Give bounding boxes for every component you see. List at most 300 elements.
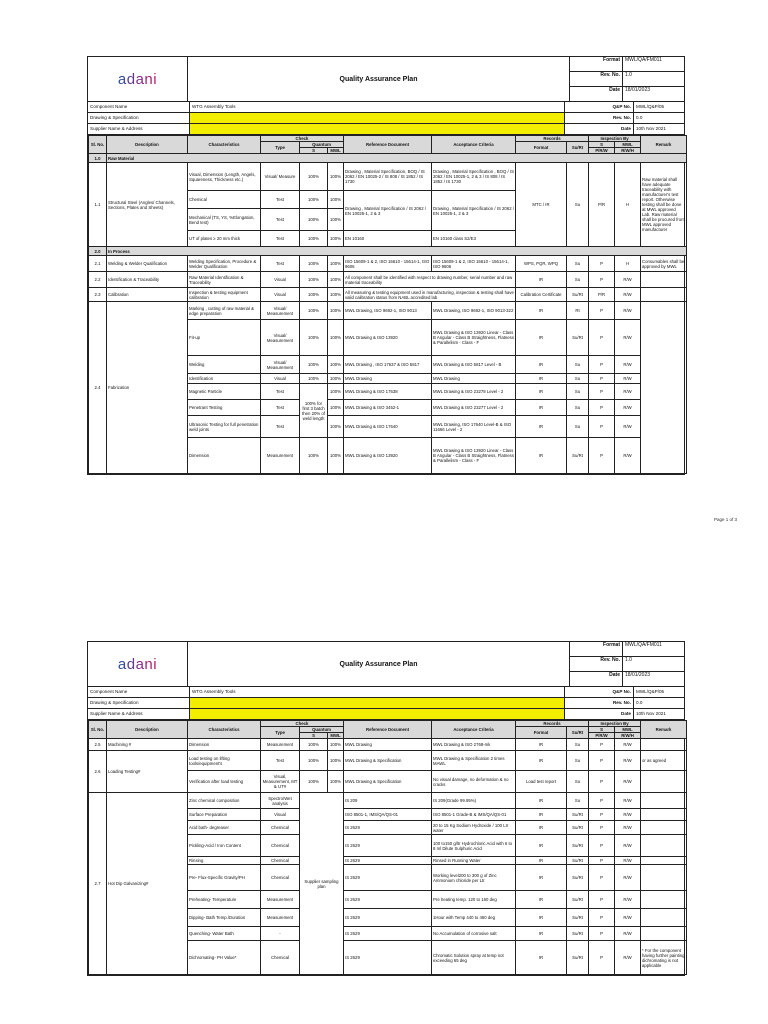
row-no: 1.1 — [89, 163, 107, 247]
acceptance: ISO 15609-1 & 2, ISO 15610 - 15614-1, ISO 9606 — [432, 256, 516, 272]
acceptance: No Accumulation of corrosive salt — [432, 927, 516, 941]
acceptance: MWL Drawing & ISO 23278 Level - 2 — [432, 384, 516, 400]
qp-rev-key: Rev. No. — [564, 113, 633, 123]
insp-mwl: R/W — [615, 793, 641, 809]
quantum-mwl: 100% — [328, 356, 344, 374]
col-quantum: Quantum — [300, 142, 344, 148]
col-type: Type — [261, 727, 300, 739]
characteristic: Dichromating- PH Value* — [188, 941, 261, 975]
insp-mwl: R/W — [615, 941, 641, 975]
insp-mwl: H — [615, 256, 641, 272]
insp-s: P — [589, 793, 615, 809]
adani-logo: adani — [117, 655, 158, 673]
acceptance: EN 10160 class S2/E3 — [432, 231, 516, 247]
remark — [641, 821, 687, 835]
quantum-mwl: 100% — [328, 771, 344, 793]
reference: MWL Drawing & ISO 17638 — [344, 384, 432, 400]
component-row — [88, 687, 684, 698]
remark — [641, 302, 687, 474]
row-description: Welding & Welder Qualification — [107, 256, 188, 272]
type: Visual/ Measurement — [261, 356, 300, 374]
quantum-mwl: 100% — [328, 231, 344, 247]
col-acceptance: Acceptance Criteria — [432, 721, 516, 739]
acceptance: Pre heating temp. 120 to 160 deg — [432, 891, 516, 909]
type: Test — [261, 384, 300, 400]
characteristic: Ultrasonic Testing for full penetration weld joints — [188, 416, 261, 438]
insp-mwl: H — [615, 163, 641, 247]
format: IR — [516, 384, 567, 400]
row-no: 2.3 — [89, 288, 107, 302]
drawing-row — [88, 698, 684, 709]
col-remark: Remark — [641, 136, 687, 154]
acceptance: MWL Drawing & ISO 13920 Linear - Class B Angular - Class B Straightness, Flatness & Parallelism - Class - F — [432, 438, 516, 474]
reference: EN 10160 — [344, 231, 432, 247]
acceptance: MWL Drawing, ISO 17640 Level-B & ISO 11666 Level - 2 — [432, 416, 516, 438]
col-sl: Sl. No. — [89, 721, 107, 739]
insp-mwl: R/W — [615, 302, 641, 320]
type: Visual — [261, 374, 300, 384]
quantum-s: 100% — [300, 751, 328, 771]
quantum-s: 100% — [300, 771, 328, 793]
su-rt: Su/Rt — [567, 288, 589, 302]
characteristic: Welding — [188, 356, 261, 374]
component-label: Component Name — [88, 687, 190, 697]
section-no: 2.0 — [89, 247, 107, 256]
section-title: Raw Material — [107, 154, 687, 163]
insp-s: P — [589, 865, 615, 891]
reference-acceptance: All component shall be identified with respect to drawing number, serial number and raw material traceability — [344, 272, 516, 288]
acceptance: IS 209(Grade 99.95%) — [432, 793, 516, 809]
col-quantum: Quantum — [300, 727, 344, 733]
characteristic: Acid bath- degreaser — [188, 821, 261, 835]
sheet-header — [88, 642, 684, 687]
insp-mwl: R/W — [615, 771, 641, 793]
reference: MWL Drawing & ISO 17640 — [344, 416, 432, 438]
acceptance: 1Hour with Temp 440 to 460 deg — [432, 909, 516, 927]
format: IR — [516, 374, 567, 384]
insp-s: P — [589, 302, 615, 320]
remark — [641, 793, 687, 809]
reference-acceptance: All measuring & testing equipment used in manufacturing, inspection & testing shall have valid calibration status from NABL accredited lab — [345, 289, 514, 300]
format: IR — [516, 909, 567, 927]
supplier-value-highlight — [190, 709, 564, 719]
acceptance: Rinsed in Running Water — [432, 857, 516, 865]
insp-mwl: R/W — [615, 400, 641, 416]
type: Test — [261, 400, 300, 416]
col-acceptance: Acceptance Criteria — [432, 136, 516, 154]
characteristic: Raw Material Identification & Traceability — [188, 272, 261, 288]
col-su-rt: Su/Rt — [567, 727, 589, 739]
sheet-header — [88, 57, 684, 102]
characteristic: Marking , cutting of raw material & edge preparation — [188, 302, 261, 320]
acceptance: ISO 8501-1 Grade-B & IMS/QA/QS-01 — [432, 809, 516, 821]
col-description: Description — [107, 721, 188, 739]
format: IR — [516, 809, 567, 821]
insp-mwl: R/W — [615, 865, 641, 891]
quantum-s: 100% — [300, 272, 328, 288]
col-inspection: Inspection By — [589, 136, 641, 142]
section-no: 1.0 — [89, 154, 107, 163]
row-description: Calibration — [107, 288, 188, 302]
quantum-s: 100% — [300, 438, 328, 474]
col-reference: Reference Document — [344, 136, 432, 154]
format-meta — [569, 57, 684, 101]
quantum-s: 100% — [300, 191, 328, 209]
su-rt: Su/Rt — [567, 891, 589, 909]
component-value: WTG Assembly Tools — [192, 104, 236, 109]
col-insp-mwl: MWL — [615, 727, 641, 733]
su-rt: Su/Rt — [567, 835, 589, 857]
col-description: Description — [107, 136, 188, 154]
remark — [641, 857, 687, 865]
format: IR — [516, 835, 567, 857]
document-title: Quality Assurance Plan — [339, 660, 418, 668]
su-rt: Su — [567, 793, 589, 809]
insp-s: P — [589, 320, 615, 356]
type: Chemical — [261, 941, 300, 975]
meta-value: 1.0 — [625, 657, 632, 663]
characteristic: Zinc chemical composition — [188, 793, 261, 809]
reference: MWL Drawing — [344, 374, 432, 384]
table-row — [89, 288, 687, 302]
insp-mwl: R/W — [615, 416, 641, 438]
quantum-mwl: 100% — [328, 256, 344, 272]
su-rt: Rt — [567, 302, 589, 320]
remark — [641, 865, 687, 891]
acceptance: Drawing , Material Specification , BOQ / IS 2062 / EN 10025-1, 2 & 3 / IS 808 / IS 1852 / IS 1730 — [432, 163, 516, 191]
reference: IS 2629 — [344, 835, 432, 857]
format: IR — [516, 356, 567, 374]
format: Calibration Certificate — [516, 288, 567, 302]
qap-table-page-1 — [88, 135, 687, 474]
col-inspection: Inspection By — [589, 721, 641, 727]
drawing-row — [88, 113, 684, 124]
qp-key: Q&P No. — [564, 102, 633, 112]
su-rt: Su — [567, 356, 589, 374]
col-format: Format — [516, 142, 567, 154]
insp-s: P — [589, 384, 615, 400]
insp-s: P — [589, 909, 615, 927]
insp-mwl: R/W — [615, 809, 641, 821]
remark: Consumables shall be approved by MWL — [641, 256, 687, 272]
characteristic: Quenching- Water Bath — [188, 927, 261, 941]
component-value: WTG Assembly Tools — [192, 689, 236, 694]
col-rwh: R/W/H — [615, 733, 641, 739]
section-row — [89, 154, 687, 163]
supplier-row — [88, 709, 684, 720]
insp-mwl: R/W — [615, 927, 641, 941]
characteristic: Pre- Flux-Specific Gravity/PH — [188, 865, 261, 891]
col-reference: Reference Document — [344, 721, 432, 739]
page-number: Page 1 of 3 — [714, 517, 738, 522]
type: Visual/ Measurement — [261, 320, 300, 356]
logo-cell — [88, 57, 188, 101]
acceptance: 100 to150 g/ltr Hydrochloric Acid with 6 to 8 ml Dilute Sulphuric Acid — [432, 835, 516, 857]
format: IR — [516, 739, 567, 751]
insp-s: P — [589, 941, 615, 975]
insp-mwl: R/W — [615, 821, 641, 835]
acceptance: MWL Drawing — [432, 374, 516, 384]
format: IR — [516, 821, 567, 835]
remark — [641, 909, 687, 927]
su-rt: Su — [567, 771, 589, 793]
reference: IS 2629 — [344, 857, 432, 865]
type: Visual/ Measure — [261, 163, 300, 191]
remark — [641, 739, 687, 751]
acceptance: MWL Drawing, ISO 9692-1, ISO 9013-322 — [432, 302, 516, 320]
characteristic: Pickling-Acid / Iron Content — [188, 835, 261, 857]
table-row — [89, 302, 687, 320]
section-title: In Process — [107, 247, 687, 256]
row-description: Fabrication — [107, 302, 188, 474]
su-rt: Su — [567, 163, 589, 247]
format: WPS, PQR, WPQ — [516, 256, 567, 272]
su-rt: Su/Rt — [567, 857, 589, 865]
type: Test — [261, 209, 300, 231]
insp-mwl: R/W — [615, 356, 641, 374]
type: Test — [261, 231, 300, 247]
format: MTC / IR — [516, 163, 567, 247]
su-rt: Su/Rt — [567, 320, 589, 356]
insp-s: P — [589, 751, 615, 771]
characteristic: Dimension — [188, 739, 261, 751]
type: - — [261, 927, 300, 941]
qp-key: Q&P No. — [564, 687, 633, 697]
col-records: Records — [516, 721, 589, 727]
meta-value: 1.0 — [625, 72, 632, 78]
insp-mwl: R/W — [615, 320, 641, 356]
quantum-mwl: 100% — [328, 209, 344, 231]
reference: ISO 8501-1, IMS/QA/QS-01 — [344, 809, 432, 821]
quantum-mwl: 100% — [328, 438, 344, 474]
characteristic: Mechanical (TS, YS, %Elongation, Bend test) — [188, 209, 261, 231]
characteristic: Chemical — [188, 191, 261, 209]
acceptance: MWL Drawing & Specification 2 times MAWL — [432, 751, 516, 771]
row-no: 2.4 — [89, 302, 107, 474]
insp-s: P — [589, 739, 615, 751]
quantum-mwl: 100% — [328, 272, 344, 288]
insp-s: P — [589, 438, 615, 474]
drawing-label: Drawing & Specification — [88, 113, 190, 123]
su-rt: Su/Rt — [567, 809, 589, 821]
characteristic: Magnetic Particle — [188, 384, 261, 400]
format: IR — [516, 416, 567, 438]
acceptance: No visual damage, no deformation & no cracks — [432, 771, 516, 793]
col-format: Format — [516, 727, 567, 739]
meta-key: Rev. No. — [570, 657, 623, 671]
reference: MWL Drawing & Specification — [344, 751, 432, 771]
qap-sheet-page-2 — [87, 641, 685, 976]
col-sl: Sl. No. — [89, 136, 107, 154]
remark — [641, 809, 687, 821]
component-label: Component Name — [88, 102, 190, 112]
insp-s: P — [589, 771, 615, 793]
format: IR — [516, 891, 567, 909]
acceptance: MWL Drawing & ISO 13920 Linear - Class B Angular - Class B Straightness, Flatness & Parallelism - Class - F — [432, 320, 516, 356]
characteristic: Dipping- Bath Temp./Duration — [188, 909, 261, 927]
su-rt: Su — [567, 400, 589, 416]
type: Measurement — [261, 909, 300, 927]
col-quantum-s: S — [300, 148, 328, 154]
characteristic: Preheating- Temperature — [188, 891, 261, 909]
reference: ISO 15609-1 & 2, ISO 15610 - 15614-1, ISO 9606 — [344, 256, 432, 272]
remark: or as agreed — [641, 751, 687, 771]
qp-date-value: 10th Nov 2021 — [633, 709, 684, 719]
row-no: 2.2 — [89, 272, 107, 288]
format: IR — [516, 751, 567, 771]
supplier-value-highlight — [190, 124, 564, 134]
insp-s: P — [589, 821, 615, 835]
remark: * For the component having further painting dichromating is not applicable — [641, 941, 687, 975]
insp-s: P — [589, 256, 615, 272]
insp-s: P — [589, 809, 615, 821]
format: IR — [516, 320, 567, 356]
qap-table-page-2 — [88, 720, 687, 975]
reference: MWL Drawing , ISO 17637 & ISO 5817 — [344, 356, 432, 374]
quantum-mwl: 100% — [328, 739, 344, 751]
characteristic: Penetrant Testing — [188, 400, 261, 416]
reference: IS 2629 — [344, 941, 432, 975]
remark: Raw material shall have adequate traceability with manufacturer's test report. Otherwise testing shall be done at MWL approved Lab. Raw material shall be procured from MWL approved manufacturer — [641, 163, 687, 247]
qp-value: MWL/Q&P/05 — [633, 687, 684, 697]
type: Visual/ Measurement — [261, 302, 300, 320]
quantum-s: 100% — [300, 302, 328, 320]
su-rt: Su — [567, 374, 589, 384]
col-check: Check — [261, 136, 344, 142]
characteristic: Welding Specification, Procedure & Welder Qualification — [188, 256, 261, 272]
col-quantum-s: S — [300, 733, 328, 739]
su-rt: Su — [567, 384, 589, 400]
reference: Drawing , Material Specification, BOQ / IS 2062 / EN 10025-2 / IS 808 / IS 1852 / IS 1730 — [344, 163, 432, 191]
format: IR — [516, 793, 567, 809]
type: Chemical — [261, 821, 300, 835]
insp-s: P — [589, 400, 615, 416]
col-quantum-mwl: MWL — [328, 733, 344, 739]
type: Test — [261, 191, 300, 209]
col-remark: Remark — [641, 721, 687, 739]
insp-s: P — [589, 374, 615, 384]
quantum-s: 100% — [300, 209, 328, 231]
table-row — [89, 739, 687, 751]
acceptance: Chromatic Solution spray at temp not exceeding 65 deg — [432, 941, 516, 975]
remark — [641, 835, 687, 857]
reference: MWL Drawing & ISO 3452-1 — [344, 400, 432, 416]
quantum-mwl: 100% — [328, 374, 344, 384]
su-rt: Su/Rt — [567, 941, 589, 975]
table-row — [89, 256, 687, 272]
qp-date-key: Date — [564, 124, 633, 134]
insp-mwl: R/W — [615, 272, 641, 288]
acceptance: MWL Drawing & ISO 5817 Level - B — [432, 356, 516, 374]
insp-s: P/R — [589, 163, 615, 247]
insp-mwl: R/W — [615, 751, 641, 771]
insp-s: P — [589, 857, 615, 865]
quantum-mwl: 100% — [328, 320, 344, 356]
characteristic: Visual, Dimension (Length, Angels, Squareness, Thickness etc.) — [188, 163, 261, 191]
reference: IS 209 — [344, 793, 432, 809]
qp-date-value: 10th Nov 2021 — [633, 124, 684, 134]
quantum-s: 100% — [300, 231, 328, 247]
col-insp-s: S — [589, 727, 615, 733]
su-rt: Su/Rt — [567, 927, 589, 941]
document-title: Quality Assurance Plan — [339, 75, 418, 83]
meta-value: 18/01/2023 — [625, 87, 651, 93]
row-no: 2.7 — [89, 793, 107, 975]
insp-s: P — [589, 891, 615, 909]
acceptance: MWL Drawing & ISO 23277 Level - 2 — [432, 400, 516, 416]
su-rt: Su — [567, 416, 589, 438]
quantum-mwl: 100% — [328, 163, 344, 191]
col-check: Check — [261, 721, 344, 727]
quantum-s: 100% — [300, 256, 328, 272]
supplier-row — [88, 124, 684, 135]
characteristic: Inspection & testing equipment calibration — [188, 288, 261, 302]
qp-rev-value: 0.0 — [633, 698, 684, 708]
col-su-rt: Su/Rt — [567, 142, 589, 154]
col-quantum-mwl: MWL — [328, 148, 344, 154]
format: Load test report — [516, 771, 567, 793]
row-description: Hot Dip Galvanizing# — [107, 793, 188, 975]
characteristic: Surface Preparation — [188, 809, 261, 821]
type: Spectro/Wet analysis — [261, 793, 300, 809]
meta-key: Date — [570, 672, 623, 686]
insp-mwl: R/W — [615, 438, 641, 474]
col-type: Type — [261, 142, 300, 154]
insp-s: P/R — [589, 288, 615, 302]
col-prw: P/R/W — [589, 733, 615, 739]
table-header — [89, 721, 687, 739]
meta-value: MWL/QA/FM011 — [625, 642, 662, 648]
qap-sheet-page-1 — [87, 56, 685, 475]
characteristic: Rinsing — [188, 857, 261, 865]
su-rt: Su/Rt — [567, 909, 589, 927]
remark — [641, 927, 687, 941]
format: IR — [516, 272, 567, 288]
row-description: Loading Testing# — [107, 751, 188, 793]
logo-cell — [88, 642, 188, 686]
insp-s: P — [589, 835, 615, 857]
type: Visual — [261, 809, 300, 821]
type: Measurement — [261, 438, 300, 474]
remark — [641, 771, 687, 793]
quantum-mwl: 100% — [328, 751, 344, 771]
remark — [641, 272, 687, 288]
quantum-s: 100% — [300, 739, 328, 751]
row-no: 2.5 — [89, 739, 107, 751]
characteristic: Fit-up — [188, 320, 261, 356]
drawing-value-highlight — [190, 698, 564, 708]
quantum-s-ndt: 100% for first 3 batch then 20% of weld length — [300, 384, 328, 438]
type: Visual, Measurement, MT & UT# — [261, 771, 300, 793]
insp-s: P — [589, 356, 615, 374]
characteristic: Dimension — [188, 438, 261, 474]
su-rt: Su — [567, 256, 589, 272]
quantum-s: 100% — [300, 320, 328, 356]
remark — [641, 891, 687, 909]
format: IR — [516, 400, 567, 416]
meta-key: Format — [570, 642, 623, 656]
quantum-s: 100% — [300, 356, 328, 374]
quantum-mwl: 100% — [328, 302, 344, 320]
type: Visual — [261, 288, 300, 302]
insp-mwl: R/W — [615, 739, 641, 751]
acceptance: Drawing , Material Specification / IS 2062 / EN 10025-1, 2 & 3 — [432, 191, 516, 231]
format: IR — [516, 302, 567, 320]
quantum-mwl: 100% — [328, 384, 344, 400]
type: Chemical — [261, 865, 300, 891]
qp-rev-value: 0.0 — [633, 113, 684, 123]
row-description: Identification & Traceability — [107, 272, 188, 288]
